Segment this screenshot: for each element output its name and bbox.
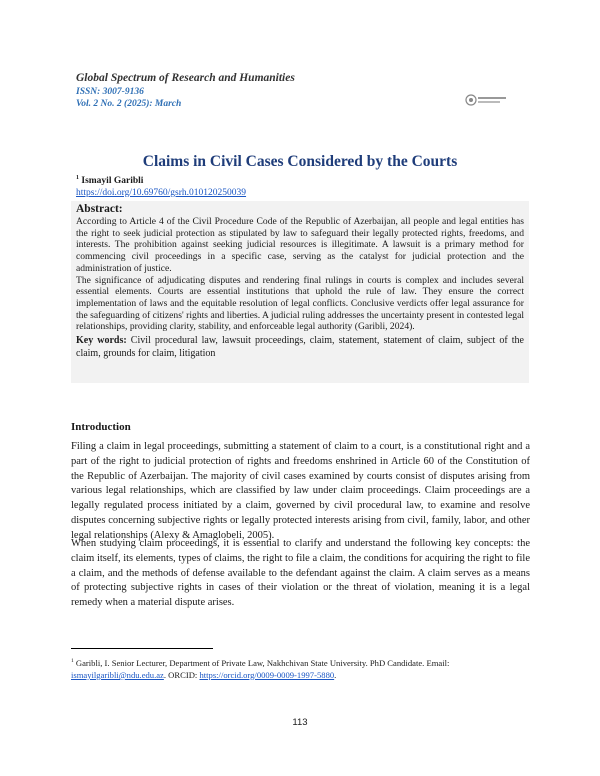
abstract-box [71, 201, 529, 383]
abstract-paragraph-1: According to Article 4 of the Civil Procedure Code of the Republic of Azerbaijan, all people and legal entities has the right to seek judicial protection as stipulated by law to safeguard their legally protected rights, freedoms, and interests. The prohibition against seeking judicial resources is illegitimate. A lawsuit is a primary method for commencing civil proceedings in a specific case, serving as the catalyst for judicial protection and the administration of justice. [76, 216, 524, 274]
footnote-text: Garibli, I. Senior Lecturer, Department of Private Law, Nakhchivan State University. PhD Candidate. Email: [73, 657, 450, 668]
footnote [71, 655, 530, 681]
doi-link[interactable]: https://doi.org/10.69760/gsrh.010120250039 [76, 188, 247, 198]
journal-title: Global Spectrum of Research and Humanities [76, 72, 295, 84]
introduction-heading: Introduction [71, 421, 131, 433]
journal-volume: Vol. 2 No. 2 (2025): March [76, 99, 182, 109]
author-footnote-marker: 1 [76, 175, 79, 181]
footnote-divider [71, 648, 213, 649]
footnote-email-link[interactable]: ismayilgaribli@ndu.edu.az [71, 669, 164, 680]
footnote-orcid-label: . ORCID: [163, 669, 200, 680]
abstract-heading: Abstract: [76, 203, 123, 215]
footnote-marker: 1 [71, 658, 74, 664]
keywords [76, 335, 524, 360]
introduction-paragraph-2: When studying claim proceedings, it is essential to clarify and understand the following key concepts: the claim itself, its elements, types of claims, the right to file a claim, the conditions for acquiring the right to file a claim, and the methods of defense available to the defendant against the claim. A claim serves as a means of protecting subjective rights in cases of their violation or the threat of violation, meaning it is a legal remedy when a material dispute arises. [71, 538, 530, 609]
keywords-label: Key words: [76, 335, 127, 347]
author-name: Ismayil Garibli [81, 176, 144, 187]
footnote-orcid-link[interactable]: https://orcid.org/0009-0009-1997-5880 [199, 669, 335, 680]
author [76, 175, 143, 186]
abstract-paragraph-2: The significance of adjudicating disputes and rendering final rulings in courts is complex and includes several essential elements. Courts are essential institutions that uphold the rule of law. They ensure the correct implementation of laws and the equitable resolution of legal conflicts. Conclusive verdicts offer legal assurance for the safeguarding of citizens' rights and liberties. A judicial ruling addresses the uncertainty present in contested legal relationships, providing clarity, stability, and enforceable legal authority (Garibli, 2024). [76, 274, 524, 333]
journal-issn: ISSN: 3007-9136 [76, 87, 144, 97]
paper-title: Claims in Civil Cases Considered by the Courts [142, 153, 458, 170]
page-number: 113 [292, 717, 308, 728]
footnote-end: . [334, 669, 337, 680]
journal-header [76, 71, 496, 110]
journal-logo-icon [465, 92, 509, 108]
introduction-paragraph-1: Filing a claim in legal proceedings, submitting a statement of claim to a court, is a constitutional right and a part of the right to judicial protection of rights and freedoms enshrined in Article 60 of the Constitution of the Republic of Azerbaijan. The majority of civil cases examined by courts consist of disputes arising from various legal relationships, which are classified by law under claim proceedings. Claim proceedings are a legally regulated process initiated by a claim, governed by civil procedural law, to examine and resolve disputes concerning subjective rights or legally protected interests arising from civil, family, labor, and other legal relationships (Alexy & Amaglobeli, 2005). [71, 441, 530, 541]
keywords-text: Civil procedural law, lawsuit proceedings, claim, statement, statement of claim, subject of the claim, grounds for claim, litigation [76, 335, 524, 359]
